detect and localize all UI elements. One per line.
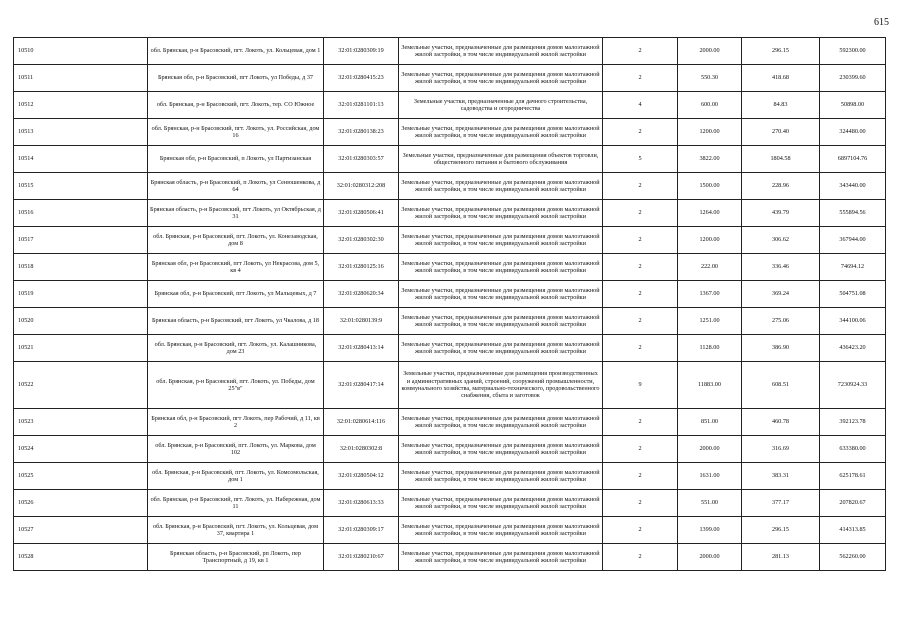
address-cell: обл. Брянская, р-н Брасовский, пгт. Локоть, ул. Кольцевая, дом 1 [148,38,324,65]
row-number: 10521 [14,335,148,362]
specific-value-cell: 383.31 [742,463,820,490]
address-cell: обл. Брянская, р-н Брасовский, пгт. Локоть, тер. СО Южное [148,92,324,119]
specific-value-cell: 281.13 [742,544,820,571]
use-group-cell: 2 [603,463,678,490]
address-cell: Брянская область, р-н Брасовский, пгт Локоть, ул Чкалова, д 18 [148,308,324,335]
area-cell: 1500.00 [678,173,742,200]
land-use-cell: Земельные участки, предназначенные для размещения домов малоэтажной жилой застройки, в том числе индивидуальной жилой застройки [399,227,603,254]
cadastral-value-cell: 625178.61 [820,463,886,490]
row-number: 10514 [14,146,148,173]
cadastral-number-cell: 32:01:0280614:116 [324,409,399,436]
land-use-cell: Земельные участки, предназначенные для размещения домов малоэтажной жилой застройки, в том числе индивидуальной жилой застройки [399,173,603,200]
row-number: 10524 [14,436,148,463]
table-row [14,409,886,436]
table-row [14,92,886,119]
table-row [14,38,886,65]
cadastral-number-cell: 32:01:0280415:23 [324,65,399,92]
cadastral-number-cell: 32:01:0280210:67 [324,544,399,571]
use-group-cell: 2 [603,254,678,281]
use-group-cell: 2 [603,38,678,65]
use-group-cell: 5 [603,146,678,173]
table-row [14,517,886,544]
cadastral-value-cell: 324480.00 [820,119,886,146]
specific-value-cell: 316.69 [742,436,820,463]
address-cell: обл. Брянская, р-н Брасовский, пгт. Локоть, ул. Конезаводская, дом 8 [148,227,324,254]
cadastral-value-cell: 436423.20 [820,335,886,362]
cadastral-number-cell: 32:01:0280309:19 [324,38,399,65]
specific-value-cell: 275.06 [742,308,820,335]
land-use-cell: Земельные участки, предназначенные для размещения домов малоэтажной жилой застройки, в том числе индивидуальной жилой застройки [399,119,603,146]
cadastral-value-cell: 555894.56 [820,200,886,227]
area-cell: 1367.00 [678,281,742,308]
use-group-cell: 2 [603,544,678,571]
cadastral-number-cell: 32:01:0280620:34 [324,281,399,308]
row-number: 10528 [14,544,148,571]
table-row [14,463,886,490]
cadastral-value-cell: 504751.08 [820,281,886,308]
land-use-cell: Земельные участки, предназначенные для дачного строительства, садоводства и огородничества [399,92,603,119]
cadastral-value-cell: 343440.00 [820,173,886,200]
table-row [14,335,886,362]
use-group-cell: 2 [603,119,678,146]
cadastral-value-cell: 74694.12 [820,254,886,281]
area-cell: 1399.00 [678,517,742,544]
land-use-cell: Земельные участки, предназначенные для размещения домов малоэтажной жилой застройки, в том числе индивидуальной жилой застройки [399,409,603,436]
table-row [14,173,886,200]
use-group-cell: 2 [603,335,678,362]
land-use-cell: Земельные участки, предназначенные для размещения домов малоэтажной жилой застройки, в том числе индивидуальной жилой застройки [399,38,603,65]
address-cell: обл. Брянская, р-н Брасовский, пгт. Локоть, ул. Комсомольская, дом 1 [148,463,324,490]
row-number: 10511 [14,65,148,92]
table-body [14,38,886,571]
row-number: 10518 [14,254,148,281]
area-cell: 1200.00 [678,227,742,254]
cadastral-number-cell: 32:01:0280413:14 [324,335,399,362]
area-cell: 1631.00 [678,463,742,490]
row-number: 10520 [14,308,148,335]
table-row [14,119,886,146]
specific-value-cell: 1804.58 [742,146,820,173]
row-number: 10513 [14,119,148,146]
cadastral-number-cell: 32:01:0280417:14 [324,362,399,409]
address-cell: Брянская область, р-н Брасовский, пгт Локоть, ул Октябрьская, д 31 [148,200,324,227]
area-cell: 851.00 [678,409,742,436]
use-group-cell: 2 [603,227,678,254]
cadastral-value-cell: 562260.00 [820,544,886,571]
specific-value-cell: 418.68 [742,65,820,92]
cadastral-value-cell: 6897104.76 [820,146,886,173]
row-number: 10517 [14,227,148,254]
area-cell: 1200.00 [678,119,742,146]
table-row [14,146,886,173]
land-use-cell: Земельные участки, предназначенные для размещения домов малоэтажной жилой застройки, в том числе индивидуальной жилой застройки [399,490,603,517]
cadastral-value-cell: 7230924.33 [820,362,886,409]
land-use-cell: Земельные участки, предназначенные для размещения домов малоэтажной жилой застройки, в том числе индивидуальной жилой застройки [399,65,603,92]
row-number: 10522 [14,362,148,409]
address-cell: Брянская обл, р-н Брасовский, пгт Локоть, пер Рабочий, д 11, кв 2 [148,409,324,436]
table-row [14,200,886,227]
specific-value-cell: 439.79 [742,200,820,227]
area-cell: 600.00 [678,92,742,119]
specific-value-cell: 296.15 [742,517,820,544]
use-group-cell: 9 [603,362,678,409]
land-use-cell: Земельные участки, предназначенные для размещения домов малоэтажной жилой застройки, в том числе индивидуальной жилой застройки [399,308,603,335]
page-number: 615 [874,17,889,28]
table-row [14,490,886,517]
specific-value-cell: 306.62 [742,227,820,254]
area-cell: 550.30 [678,65,742,92]
use-group-cell: 2 [603,200,678,227]
specific-value-cell: 608.51 [742,362,820,409]
area-cell: 2000.00 [678,38,742,65]
cadastral-value-cell: 344100.06 [820,308,886,335]
row-number: 10527 [14,517,148,544]
area-cell: 1251.00 [678,308,742,335]
table-row [14,436,886,463]
specific-value-cell: 296.15 [742,38,820,65]
address-cell: Брянская обл, р-н Брасовский, п Локоть, ул Партизанская [148,146,324,173]
address-cell: обл. Брянская, р-н Брасовский, пгт. Локоть, ул. Кольцевая, дом 37, квартира 1 [148,517,324,544]
table-row [14,362,886,409]
cadastral-number-cell: 32:01:0280506:41 [324,200,399,227]
address-cell: обл. Брянская, р-н Брасовский, пгт. Локоть, ул. Российская, дом 16 [148,119,324,146]
land-use-cell: Земельные участки, предназначенные для размещения домов малоэтажной жилой застройки, в том числе индивидуальной жилой застройки [399,281,603,308]
cadastral-number-cell: 32:01:0280138:23 [324,119,399,146]
table-row [14,65,886,92]
use-group-cell: 2 [603,308,678,335]
row-number: 10512 [14,92,148,119]
land-use-cell: Земельные участки, предназначенные для размещения домов малоэтажной жилой застройки, в том числе индивидуальной жилой застройки [399,200,603,227]
area-cell: 2000.00 [678,544,742,571]
specific-value-cell: 336.46 [742,254,820,281]
land-use-cell: Земельные участки, предназначенные для размещения домов малоэтажной жилой застройки, в том числе индивидуальной жилой застройки [399,436,603,463]
specific-value-cell: 460.78 [742,409,820,436]
land-use-cell: Земельные участки, предназначенные для размещения производственных и административных зданий, строений, сооружений промышленности, коммунального хозяйства, материально-технического, продовольственного снабжения, сбыта и заготовок [399,362,603,409]
row-number: 10525 [14,463,148,490]
cadastral-value-cell: 50898.00 [820,92,886,119]
cadastral-value-cell: 414313.85 [820,517,886,544]
cadastral-number-cell: 32:01:0281101:13 [324,92,399,119]
use-group-cell: 2 [603,281,678,308]
row-number: 10516 [14,200,148,227]
cadastral-number-cell: 32:01:0280302:30 [324,227,399,254]
row-number: 10519 [14,281,148,308]
use-group-cell: 2 [603,517,678,544]
specific-value-cell: 84.83 [742,92,820,119]
table-row [14,281,886,308]
area-cell: 11883.00 [678,362,742,409]
address-cell: обл. Брянская, р-н Брасовский, пгт. Локоть, ул. Калашникова, дом 23 [148,335,324,362]
cadastral-value-cell: 230399.60 [820,65,886,92]
address-cell: Брянская обл, р-н Брасовский, пгт Локоть, ул Некрасова, дом 5, кв 4 [148,254,324,281]
cadastral-number-cell: 32:01:0280309:17 [324,517,399,544]
area-cell: 551.00 [678,490,742,517]
area-cell: 222.00 [678,254,742,281]
address-cell: Брянская обл, р-н Брасовский, пгт Локоть, ул Победы, д 37 [148,65,324,92]
specific-value-cell: 369.24 [742,281,820,308]
cadastral-value-cell: 633380.00 [820,436,886,463]
land-register-table [13,37,886,571]
cadastral-value-cell: 207820.67 [820,490,886,517]
table-row [14,308,886,335]
use-group-cell: 2 [603,436,678,463]
area-cell: 1264.00 [678,200,742,227]
row-number: 10523 [14,409,148,436]
address-cell: обл. Брянская, р-н Брасовский, пгт. Локоть, ул. Набережная, дом 11 [148,490,324,517]
address-cell: Брянская область, р-н Брасовский, п Локоть, ул Сенюшенкова, д 64 [148,173,324,200]
cadastral-number-cell: 32:01:0280504:12 [324,463,399,490]
use-group-cell: 2 [603,173,678,200]
cadastral-value-cell: 592300.00 [820,38,886,65]
row-number: 10510 [14,38,148,65]
cadastral-number-cell: 32:01:0280125:16 [324,254,399,281]
use-group-cell: 2 [603,409,678,436]
use-group-cell: 4 [603,92,678,119]
specific-value-cell: 270.40 [742,119,820,146]
cadastral-number-cell: 32:01:0280139:9 [324,308,399,335]
land-use-cell: Земельные участки, предназначенные для размещения домов малоэтажной жилой застройки, в том числе индивидуальной жилой застройки [399,463,603,490]
area-cell: 1128.00 [678,335,742,362]
address-cell: обл. Брянская, р-н Брасовский, пгт. Локоть, ул. Маркова, дом 102 [148,436,324,463]
cadastral-value-cell: 392123.78 [820,409,886,436]
land-use-cell: Земельные участки, предназначенные для размещения домов малоэтажной жилой застройки, в том числе индивидуальной жилой застройки [399,254,603,281]
cadastral-value-cell: 367944.00 [820,227,886,254]
row-number: 10526 [14,490,148,517]
table-row [14,227,886,254]
land-use-cell: Земельные участки, предназначенные для размещения объектов торговли, общественного питания и бытового обслуживания [399,146,603,173]
row-number: 10515 [14,173,148,200]
address-cell: Брянская обл, р-н Брасовский, пгт Локоть, ул Мальцевых, д 7 [148,281,324,308]
address-cell: обл. Брянская, р-н Брасовский, пгт. Локоть, ул. Победы, дом 25"в" [148,362,324,409]
use-group-cell: 2 [603,65,678,92]
table-row [14,544,886,571]
specific-value-cell: 386.90 [742,335,820,362]
specific-value-cell: 228.96 [742,173,820,200]
cadastral-number-cell: 32:01:0280302:8 [324,436,399,463]
area-cell: 2000.00 [678,436,742,463]
specific-value-cell: 377.17 [742,490,820,517]
address-cell: Брянская область, р-н Брасовский, рп Локоть, пер Транспортный, д 19, кв 1 [148,544,324,571]
use-group-cell: 2 [603,490,678,517]
land-use-cell: Земельные участки, предназначенные для размещения домов малоэтажной жилой застройки, в том числе индивидуальной жилой застройки [399,335,603,362]
area-cell: 3822.00 [678,146,742,173]
cadastral-number-cell: 32:01:0280613:33 [324,490,399,517]
land-use-cell: Земельные участки, предназначенные для размещения домов малоэтажной жилой застройки, в том числе индивидуальной жилой застройки [399,544,603,571]
table-row [14,254,886,281]
cadastral-number-cell: 32:01:0280303:57 [324,146,399,173]
cadastral-number-cell: 32:01:0280312:208 [324,173,399,200]
land-use-cell: Земельные участки, предназначенные для размещения домов малоэтажной жилой застройки, в том числе индивидуальной жилой застройки [399,517,603,544]
